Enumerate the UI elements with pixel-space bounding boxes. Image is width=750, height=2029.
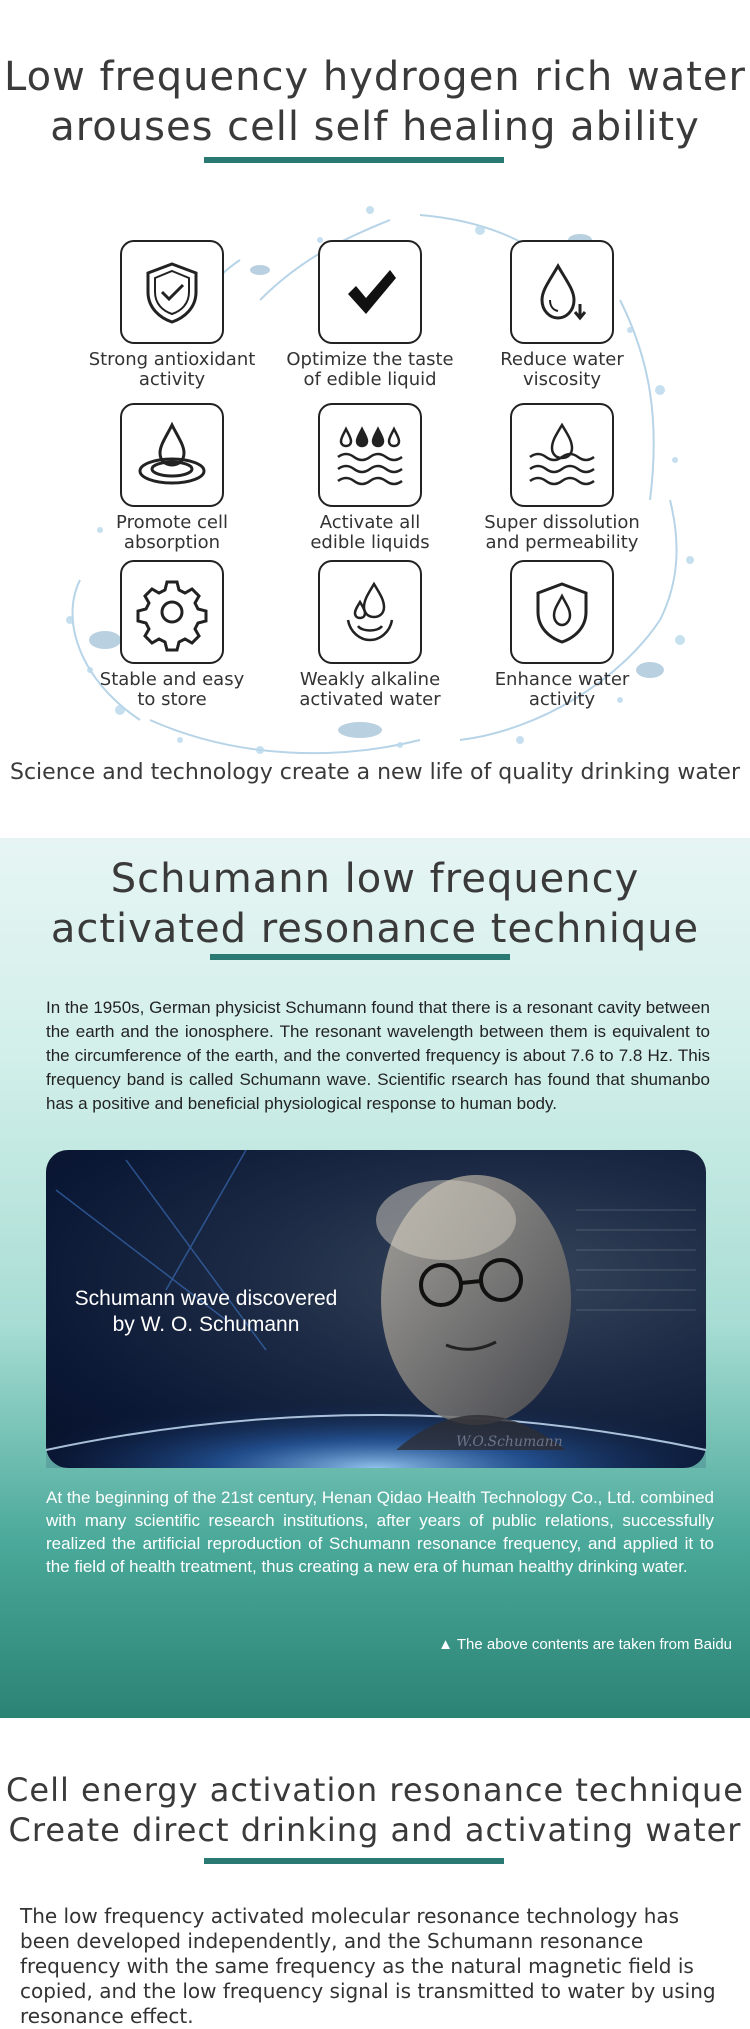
feature-section — [0, 0, 750, 838]
title-line-2: Create direct drinking and activating water — [8, 1811, 742, 1849]
alkaline-drops-icon — [334, 576, 406, 648]
gear-icon — [136, 576, 208, 648]
schumann-section — [0, 838, 750, 1718]
title-line-1: Schumann low frequency — [110, 856, 640, 902]
drop-ripple-icon — [136, 419, 208, 491]
feature-item — [462, 240, 662, 390]
title-underline — [204, 1858, 504, 1864]
feature-label: Strong antioxidant activity — [88, 349, 256, 390]
tagline: Science and technology create a new life of quality drinking water — [9, 760, 741, 785]
drop-dissolve-icon — [526, 419, 598, 491]
section-title — [0, 854, 750, 954]
feature-item — [270, 240, 470, 390]
feature-item — [462, 560, 662, 710]
feature-item — [72, 403, 272, 553]
photo-signature: W.O.Schumann — [456, 1434, 563, 1450]
shield-drop-icon — [526, 576, 598, 648]
checkmark-icon — [334, 256, 406, 328]
intro-paragraph: In the 1950s, German physicist Schumann found that there is a resonant cavity between the earth and the ionosphere. The resonant wavelength between them is equivalent to the circumference of the earth, and the converted frequency is about 7.6 to 7.8 Hz. This frequency band is called Schumann wave. Scientific rsearch has found that shumanbo has a positive and beneficial physiological response to human body. — [46, 998, 710, 1113]
activation-section — [0, 1718, 750, 2028]
feature-grid — [0, 0, 750, 838]
feature-item — [72, 560, 272, 710]
feature-item — [270, 403, 470, 553]
feature-item — [462, 403, 662, 553]
title-line-1: Low frequency hydrogen rich water — [4, 54, 746, 100]
feature-label: Optimize the taste of edible liquid — [286, 349, 454, 390]
drops-waves-icon — [334, 419, 406, 491]
photo-caption: Schumann wave discovered by W. O. Schumann — [74, 1287, 338, 1336]
schumann-photo — [46, 1150, 706, 1468]
technology-paragraph: The low frequency activated molecular resonance technology has been developed independently, and the Schumann resonance frequency with the same frequency as the natural magnetic field is copied, and the low frequency signal is transmitted to water by using resonance effect. — [20, 1904, 716, 2028]
feature-label: Super dissolution and permeability — [484, 512, 640, 553]
feature-item — [72, 240, 272, 390]
source-note: ▲ The above contents are taken from Baidu — [438, 1636, 732, 1653]
feature-label: Stable and easy to store — [99, 669, 245, 710]
feature-label: Enhance water activity — [494, 669, 630, 710]
history-paragraph: At the beginning of the 21st century, Henan Qidao Health Technology Co., Ltd. combined with many scientific research institutions, after years of public relations, successfully realized the artificial reproduction of Schumann resonance frequency, and applied it to the field of health treatment, thus creating a new era of human healthy drinking water. — [46, 1488, 714, 1576]
title-line-2: arouses cell self healing ability — [50, 104, 700, 150]
feature-label: Reduce water viscosity — [500, 349, 624, 390]
feature-label: Activate all edible liquids — [310, 512, 430, 553]
feature-label: Weakly alkaline activated water — [299, 669, 441, 710]
title-line-1: Cell energy activation resonance technique — [6, 1771, 744, 1809]
feature-item — [270, 560, 470, 710]
title-underline — [210, 954, 510, 960]
shield-check-icon — [136, 256, 208, 328]
title-line-2: activated resonance technique — [50, 906, 700, 952]
section-title — [0, 1770, 750, 1850]
feature-label: Promote cell absorption — [116, 512, 228, 553]
drop-arrow-down-icon — [526, 256, 598, 328]
